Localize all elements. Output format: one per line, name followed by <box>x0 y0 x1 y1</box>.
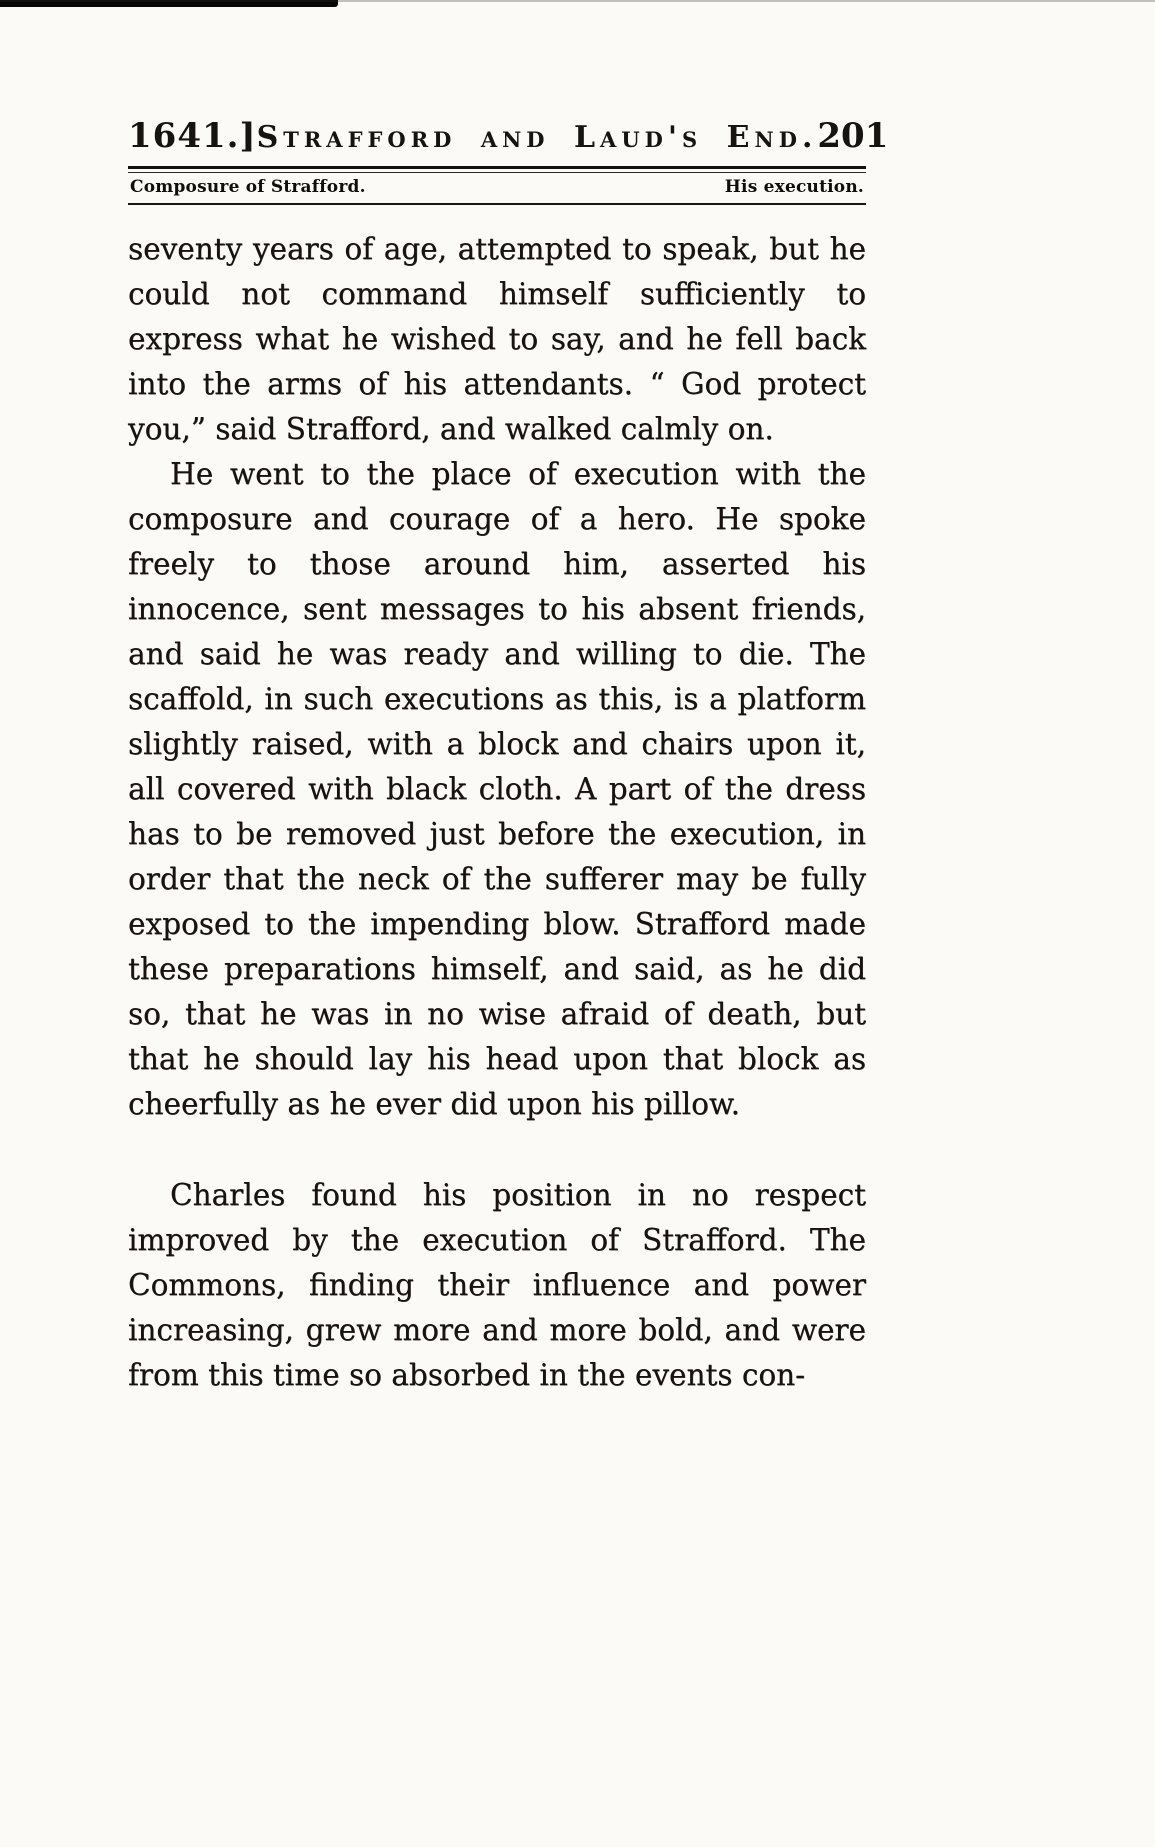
page-content <box>128 0 889 1398</box>
running-head-right: His execution. <box>724 177 864 197</box>
header-title: Strafford and Laud's End. <box>256 120 818 155</box>
header-page-number: 201 <box>817 116 889 156</box>
running-head-left: Composure of Strafford. <box>130 177 366 197</box>
paragraph: seventy years of age, attempted to speak, but he could not command himself sufficiently to express what he wished to say, and he fell back into the arms of his attendants. “ God protect you,” said Strafford, and walked calmly on. <box>128 232 866 446</box>
double-rule <box>128 166 866 173</box>
paragraph: He went to the place of execution with the composure and courage of a hero. He spoke freely to those around him, asserted his innocence, sent messages to his absent friends, and said he was ready and willing to die. The scaffold, in such executions as this, is a platform slightly raised, with a block and chairs upon it, all covered with black cloth. A part of the dress has to be removed just before the execution, in order that the neck of the sufferer may be fully exposed to the impending blow. Strafford made these preparations himself, and said, as he did so, that he was in no wise afraid of death, but that he should lay his head upon that block as cheerfully as he ever did upon his pillow. <box>128 457 866 1121</box>
header-year: 1641.] <box>128 116 257 156</box>
paragraph: Charles found his position in no respect improved by the execution of Strafford. The Commons, finding their influence and power increasing, grew more and more bold, and were from this time so absorbed in the events con- <box>128 1178 866 1392</box>
page-body <box>128 227 866 1398</box>
single-rule <box>128 203 866 205</box>
running-heads <box>128 177 866 197</box>
page-header <box>128 116 889 156</box>
